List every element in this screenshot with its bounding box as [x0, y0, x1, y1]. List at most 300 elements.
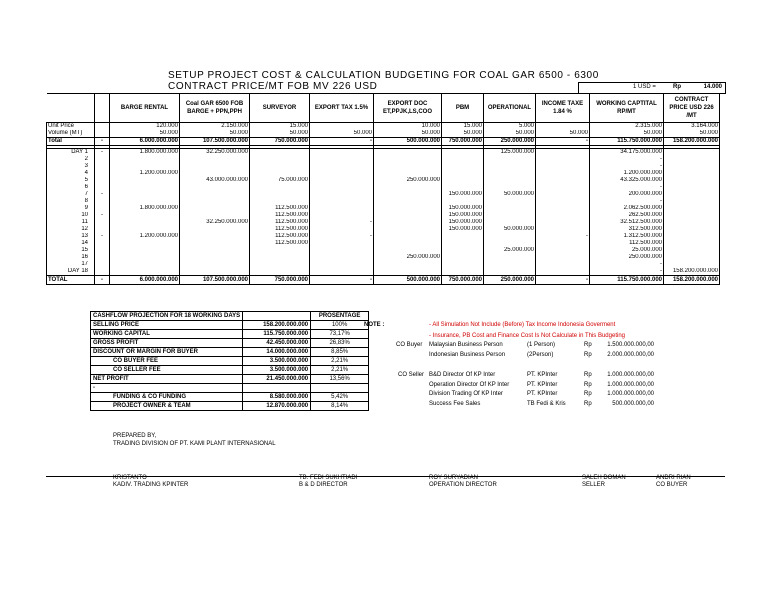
table-cell: 17	[47, 261, 95, 268]
table-cell	[310, 191, 374, 198]
table-cell: DAY 1	[47, 149, 95, 157]
table-cell	[110, 226, 180, 233]
table-cell	[310, 254, 374, 261]
table-cell	[110, 156, 180, 163]
table-cell: 112.500.000	[250, 226, 310, 233]
table-cell: -	[95, 276, 110, 285]
day-row	[47, 268, 720, 276]
table-cell	[664, 198, 720, 205]
table-cell	[310, 177, 374, 184]
signatory-role: KADIV. TRADING KPINTER	[113, 482, 189, 488]
cashflow-label: CO BUYER FEE	[91, 357, 243, 366]
fee-cell: 2.000.000.000,00	[607, 352, 654, 358]
table-cell	[180, 205, 250, 212]
table-cell: 750.000.000	[250, 276, 310, 285]
table-cell: 250.000.000	[484, 276, 536, 285]
table-cell: 750.000.000	[442, 276, 484, 285]
table-cell	[374, 240, 442, 247]
day-row	[47, 163, 720, 170]
table-cell: 5	[47, 177, 95, 184]
signatory-name: SALEH DOMAN	[582, 475, 626, 481]
day-row	[47, 254, 720, 261]
table-cell	[310, 198, 374, 205]
table-cell	[664, 240, 720, 247]
table-cell	[536, 170, 590, 177]
day-row	[47, 149, 720, 157]
signatory-name: KRISTANTO	[113, 475, 147, 481]
table-cell	[95, 170, 110, 177]
table-cell: 112.500.000	[250, 219, 310, 226]
column-header	[95, 94, 110, 123]
table-cell	[374, 149, 442, 157]
table-cell	[110, 191, 180, 198]
table-cell: -	[310, 276, 374, 285]
table-cell	[664, 212, 720, 219]
table-cell	[110, 198, 180, 205]
table-cell	[484, 268, 536, 276]
table-cell: 1.312.500.000	[590, 233, 664, 240]
table-cell	[664, 205, 720, 212]
table-cell	[442, 177, 484, 184]
table-header-row	[47, 94, 720, 123]
table-cell	[536, 163, 590, 170]
table-cell: 6	[47, 184, 95, 191]
fee-cell: Malaysian Business Person	[429, 342, 503, 348]
table-cell	[442, 184, 484, 191]
day-row	[47, 205, 720, 212]
cashflow-row	[91, 348, 369, 357]
fee-cell: 1.500.000.000,00	[607, 342, 654, 348]
table-cell: -	[536, 276, 590, 285]
table-cell: 5.000	[484, 123, 536, 131]
fee-cell: PT. KPInter	[527, 381, 558, 388]
co-buyer-label: CO Buyer	[396, 342, 423, 348]
table-cell: 1.200.000.000	[590, 170, 664, 177]
table-cell: 6.000.000.000	[110, 138, 180, 146]
table-cell: -	[95, 138, 110, 146]
table-cell	[250, 247, 310, 254]
table-cell	[374, 184, 442, 191]
table-cell	[536, 177, 590, 184]
table-cell: -	[310, 233, 374, 240]
table-cell	[374, 247, 442, 254]
table-cell	[180, 212, 250, 219]
table-cell: 32.250.000.000	[180, 219, 250, 226]
table-cell	[536, 261, 590, 268]
table-cell	[484, 261, 536, 268]
table-cell: -	[310, 138, 374, 146]
table-cell	[442, 261, 484, 268]
table-cell	[536, 254, 590, 261]
table-cell	[536, 191, 590, 198]
co-seller-label: CO Seller	[398, 372, 425, 378]
table-cell: 200.000.000	[590, 191, 664, 198]
table-cell	[442, 233, 484, 240]
table-cell: 50.000	[484, 130, 536, 138]
table-cell	[110, 163, 180, 170]
fee-cell: Operation Director Of KP Inter	[429, 381, 510, 388]
table-cell: 112.500.000	[250, 240, 310, 247]
table-cell	[536, 149, 590, 157]
cashflow-label: WORKING CAPITAL	[91, 330, 243, 339]
cashflow-percentage: 13,56%	[311, 375, 369, 384]
table-cell	[95, 198, 110, 205]
table-cell: 6.000.000.000	[110, 276, 180, 285]
table-cell	[484, 163, 536, 170]
table-cell: 34.175.000.000	[590, 149, 664, 157]
prepared-by-division: TRADING DIVISION OF PT. KAMI PLANT INTERNASIONAL	[113, 441, 276, 447]
signatory-name: ROY SURYADIAN	[429, 475, 479, 481]
table-cell	[310, 226, 374, 233]
table-cell	[180, 268, 250, 276]
table-cell: 1.200.000.000	[110, 170, 180, 177]
fee-cell: 1.000.000.000,00	[607, 391, 654, 397]
cashflow-header-cell: CASHFLOW PROJECTION FOR 18 WORKING DAYS	[91, 312, 243, 321]
table-cell	[110, 212, 180, 219]
fee-cell: (2Person)	[527, 352, 554, 358]
table-cell: 9	[47, 205, 95, 212]
table-cell	[250, 268, 310, 276]
table-cell: 4	[47, 170, 95, 177]
table-cell	[536, 184, 590, 191]
table-cell	[310, 149, 374, 157]
table-cell	[374, 219, 442, 226]
table-cell	[664, 226, 720, 233]
table-cell	[95, 254, 110, 261]
day-row	[47, 261, 720, 268]
table-cell: Volume (MT)	[47, 130, 95, 138]
table-cell	[374, 226, 442, 233]
cashflow-value	[243, 384, 311, 393]
table-cell: 15.000	[442, 123, 484, 131]
table-cell	[374, 198, 442, 205]
table-cell: 25.000.000	[590, 247, 664, 254]
fee-cell: Success Fee Sales	[429, 400, 481, 407]
table-cell: 1.800.000.000	[110, 149, 180, 157]
day-row	[47, 240, 720, 247]
table-cell	[536, 123, 590, 131]
table-cell: 750.000.000	[442, 138, 484, 146]
cashflow-label: -	[91, 384, 243, 393]
day-row	[47, 247, 720, 254]
table-cell	[536, 212, 590, 219]
table-cell	[310, 261, 374, 268]
cashflow-percentage: 26,83%	[311, 339, 369, 348]
fee-cell: TB Fedi & Kris	[527, 400, 566, 407]
table-cell	[250, 149, 310, 157]
table-cell: 107.500.000.000	[180, 138, 250, 146]
day-row	[47, 226, 720, 233]
table-cell	[664, 149, 720, 157]
unit-row	[47, 130, 720, 138]
table-cell	[95, 205, 110, 212]
cashflow-percentage: 8,85%	[311, 348, 369, 357]
table-cell	[110, 177, 180, 184]
table-cell: -	[95, 191, 110, 198]
table-cell	[442, 240, 484, 247]
table-cell: 115.750.000.000	[590, 276, 664, 285]
table-cell	[442, 149, 484, 157]
total-row	[47, 138, 720, 146]
table-cell: -	[590, 198, 664, 205]
table-cell	[250, 198, 310, 205]
table-cell: 50.000	[374, 130, 442, 138]
table-cell	[310, 184, 374, 191]
table-cell: 10.000	[374, 123, 442, 131]
table-cell	[374, 261, 442, 268]
table-cell	[484, 177, 536, 184]
table-cell: 50.000	[664, 130, 720, 138]
table-cell	[374, 170, 442, 177]
table-cell: Unit Price	[47, 123, 95, 131]
table-cell: 158.200.000.000	[664, 276, 720, 285]
table-cell	[442, 254, 484, 261]
cashflow-value: 115.750.000.000	[243, 330, 311, 339]
table-cell	[110, 184, 180, 191]
table-cell: 8	[47, 198, 95, 205]
table-cell	[110, 219, 180, 226]
table-cell: 15	[47, 247, 95, 254]
fee-cell: 500.000.000,00	[612, 400, 654, 407]
table-cell	[484, 240, 536, 247]
column-header: CONTRACT PRICE USD 226 /MT	[664, 94, 720, 123]
table-cell	[95, 163, 110, 170]
table-cell	[95, 261, 110, 268]
cashflow-percentage: 2,21%	[311, 366, 369, 375]
fee-cell: 1.000.000.000,00	[607, 381, 654, 388]
table-cell	[664, 184, 720, 191]
table-cell: 312.500.000	[590, 226, 664, 233]
cashflow-percentage: 73,17%	[311, 330, 369, 339]
table-cell	[664, 163, 720, 170]
day-row	[47, 219, 720, 226]
table-cell: 500.000.000	[374, 138, 442, 146]
fee-cell: PT. KPInter	[527, 391, 558, 397]
cashflow-header-row	[91, 312, 369, 321]
table-cell	[664, 261, 720, 268]
table-cell: 150.000.000	[442, 226, 484, 233]
table-cell	[250, 184, 310, 191]
cashflow-label: PROJECT OWNER & TEAM	[91, 402, 243, 411]
table-cell: -	[95, 212, 110, 219]
table-cell	[536, 205, 590, 212]
table-cell	[484, 219, 536, 226]
column-header: SURVEYOR	[250, 94, 310, 123]
table-cell	[180, 191, 250, 198]
table-cell	[310, 240, 374, 247]
table-cell	[664, 219, 720, 226]
table-cell: 112.500.000	[250, 212, 310, 219]
table-cell: 150.000.000	[442, 205, 484, 212]
table-cell: 50.000	[250, 130, 310, 138]
table-cell	[664, 247, 720, 254]
table-cell	[110, 268, 180, 276]
signatory-role: CO BUYER	[656, 482, 688, 488]
table-cell	[310, 205, 374, 212]
cashflow-percentage	[311, 384, 369, 393]
table-cell	[250, 254, 310, 261]
table-cell: 115.750.000.000	[590, 138, 664, 146]
table-cell	[374, 268, 442, 276]
table-cell: 25.000.000	[484, 247, 536, 254]
table-cell	[250, 170, 310, 177]
column-header: Coal GAR 6500 FOB BARGE + PPN,PPH	[180, 94, 250, 123]
table-cell: 112.500.000	[250, 233, 310, 240]
fee-cell: Rp	[584, 342, 592, 348]
table-cell: 3	[47, 163, 95, 170]
prepared-by: PREPARED BY,	[113, 433, 157, 439]
cashflow-row	[91, 330, 369, 339]
table-cell: -	[536, 138, 590, 146]
table-cell	[484, 233, 536, 240]
table-cell: 250.000.000	[374, 177, 442, 184]
table-cell	[250, 156, 310, 163]
table-cell: 50.000.000	[484, 191, 536, 198]
table-cell	[484, 198, 536, 205]
table-cell: 2.150.000	[180, 123, 250, 131]
cashflow-label: DISCOUNT OR MARGIN FOR BUYER	[91, 348, 243, 357]
table-cell: -	[95, 233, 110, 240]
signatory-role: SELLER	[582, 482, 606, 488]
table-cell: 11	[47, 219, 95, 226]
table-cell	[310, 212, 374, 219]
table-cell	[664, 170, 720, 177]
table-cell: 16	[47, 254, 95, 261]
grand-total-row	[47, 276, 720, 285]
table-cell	[442, 170, 484, 177]
table-cell: 50.000	[110, 130, 180, 138]
table-cell	[180, 261, 250, 268]
cashflow-row	[91, 402, 369, 411]
fee-cell: B&D Director Of KP Inter	[429, 372, 496, 378]
table-cell: 158.200.000.000	[664, 268, 720, 276]
table-cell: 50.000	[590, 130, 664, 138]
cashflow-value: 21.450.000.000	[243, 375, 311, 384]
table-cell: 120.000	[110, 123, 180, 131]
table-cell: 13	[47, 233, 95, 240]
table-cell	[442, 198, 484, 205]
fee-cell: Indonesian Business Person	[429, 352, 506, 358]
cashflow-value: 14.000.000.000	[243, 348, 311, 357]
table-cell: 50.000	[180, 130, 250, 138]
table-cell	[310, 163, 374, 170]
fee-cell: Rp	[584, 400, 592, 407]
cashflow-label: SELLING PRICE	[91, 321, 243, 330]
table-cell: -	[95, 149, 110, 157]
table-cell: 2	[47, 156, 95, 163]
table-cell	[180, 184, 250, 191]
note-label: NOTE :	[364, 322, 385, 328]
table-cell	[442, 247, 484, 254]
cost-budget-table	[46, 93, 720, 285]
cashflow-row	[91, 384, 369, 393]
table-cell: -	[310, 219, 374, 226]
table-cell	[110, 240, 180, 247]
table-cell	[484, 212, 536, 219]
table-cell	[95, 219, 110, 226]
table-cell	[250, 261, 310, 268]
table-cell	[110, 254, 180, 261]
table-cell: 107.500.000.000	[180, 276, 250, 285]
cashflow-header-cell	[243, 312, 311, 321]
table-cell	[250, 163, 310, 170]
table-cell	[374, 233, 442, 240]
document-subtitle: CONTRACT PRICE/MT FOB MV 226 USD	[168, 81, 378, 92]
table-cell	[374, 156, 442, 163]
table-cell: -	[536, 233, 590, 240]
table-cell: 250.000.000	[590, 254, 664, 261]
table-cell	[180, 233, 250, 240]
table-cell: 150.000.000	[442, 219, 484, 226]
column-header: WORKING CAPTITAL RP/MT	[590, 94, 664, 123]
column-header: EXPORT DOC ET,PPJK,LS,COO	[374, 94, 442, 123]
table-cell	[664, 254, 720, 261]
table-cell: 112.500.000	[590, 240, 664, 247]
day-row	[47, 170, 720, 177]
table-cell	[95, 156, 110, 163]
cashflow-percentage: 100%	[311, 321, 369, 330]
table-cell: 50.000.000	[484, 226, 536, 233]
table-cell: 750.000.000	[250, 138, 310, 146]
table-cell	[484, 254, 536, 261]
table-cell	[664, 177, 720, 184]
table-cell	[374, 205, 442, 212]
table-cell: 32.512.500.000	[590, 219, 664, 226]
day-row	[47, 198, 720, 205]
cashflow-label: GROSS PROFIT	[91, 339, 243, 348]
cashflow-percentage: 2,21%	[311, 357, 369, 366]
table-cell: 15.000	[250, 123, 310, 131]
table-cell: 50.000	[310, 130, 374, 138]
table-cell	[664, 156, 720, 163]
table-cell	[310, 123, 374, 131]
signatory-name: ANDRI RIAN	[656, 475, 691, 481]
table-cell: -	[590, 268, 664, 276]
note-line: - Insurance, PB Cost and Finance Cost Is Not Calculate in This Budgeting	[429, 333, 625, 339]
fee-cell: Rp	[584, 352, 592, 358]
fee-cell: Rp	[584, 391, 592, 397]
column-header: EXPORT TAX 1.5%	[310, 94, 374, 123]
table-cell	[95, 123, 110, 131]
column-header: INCOME TAXE 1.84 %	[536, 94, 590, 123]
table-cell	[250, 191, 310, 198]
table-cell	[374, 191, 442, 198]
table-cell	[536, 226, 590, 233]
table-cell	[664, 233, 720, 240]
unit-row	[47, 123, 720, 131]
fee-cell: 1.000.000.000,00	[607, 372, 654, 378]
table-cell	[310, 170, 374, 177]
table-cell: -	[590, 163, 664, 170]
cashflow-projection-table	[90, 311, 369, 411]
table-cell	[310, 247, 374, 254]
table-cell	[180, 156, 250, 163]
cashflow-row	[91, 339, 369, 348]
signatory-name: TB. FEDI SUKHTIADI	[299, 475, 358, 481]
table-cell	[484, 156, 536, 163]
cashflow-value: 3.500.000.000	[243, 366, 311, 375]
table-cell	[110, 261, 180, 268]
cashflow-value: 12.870.000.000	[243, 402, 311, 411]
table-cell: Total	[47, 138, 95, 146]
column-header: PBM	[442, 94, 484, 123]
exchange-rate-value: 14.000	[703, 84, 722, 90]
cashflow-percentage: 8,14%	[311, 402, 369, 411]
cashflow-row	[91, 366, 369, 375]
table-cell	[442, 268, 484, 276]
table-cell	[180, 254, 250, 261]
table-cell: 250.000.000	[484, 138, 536, 146]
